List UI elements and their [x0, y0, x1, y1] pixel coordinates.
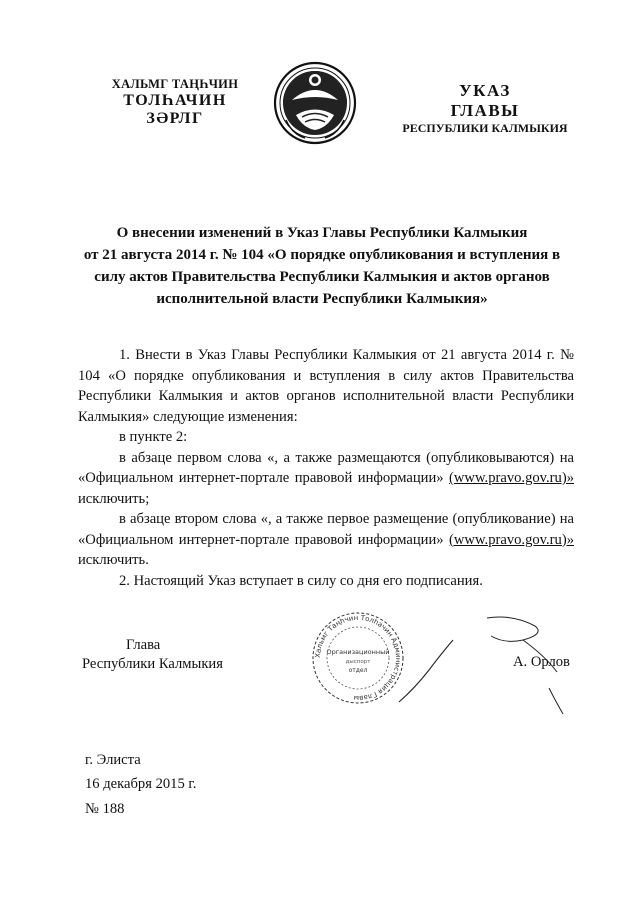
- stamp-inner-line2: дыспорт: [345, 659, 371, 665]
- stamp-inner-line3: отдел: [348, 667, 368, 674]
- body-paragraph-1: 1. Внести в Указ Главы Республики Калмыкия от 21 августа 2014 г. № 104 «О порядке опубликования и вступления в силу актов Правительства Республики Калмыкия и актов органов исполнительной власти Республики Калмыкия» следующие изменения:: [78, 347, 574, 425]
- title-line3: силу актов Правительства Республики Калмыкия и актов органов: [94, 269, 550, 285]
- signature-position: [82, 636, 223, 674]
- header-left-line3: ЗӘРЛГ: [146, 109, 204, 127]
- official-stamp: [310, 610, 406, 706]
- signature-position-line1: Глава: [126, 637, 161, 653]
- title-line4: исполнительной власти Республики Калмыкия»: [156, 291, 488, 307]
- header-right-line1: УКАЗ: [459, 81, 511, 100]
- header-left-line2: ТОЛҺАЧИН: [123, 92, 227, 110]
- signatory-name: А. Орлов: [513, 654, 570, 670]
- title-line2: от 21 августа 2014 г. № 104 «О порядке опубликования и вступления в: [83, 247, 561, 263]
- body-paragraph-5: 2. Настоящий Указ вступает в силу со дня его подписания.: [119, 572, 483, 589]
- decree-number: № 188: [85, 801, 125, 817]
- signature-position-line2: Республики Калмыкия: [82, 656, 223, 672]
- issue-city: г. Элиста: [85, 752, 141, 768]
- body-paragraph-4-tail: исключить.: [78, 552, 149, 568]
- pravo-link-1[interactable]: (www.pravo.gov.ru)»: [449, 470, 574, 486]
- body-paragraph-4-text: в абзаце втором слова «, а также первое размещение (опубликование) на «Официальном интернет-портале правовой информации»: [78, 511, 574, 548]
- issue-date: 16 декабря 2015 г.: [85, 776, 197, 792]
- document-title: [70, 222, 574, 310]
- document-body: [78, 345, 574, 591]
- body-paragraph-3: [78, 448, 574, 510]
- coat-of-arms-emblem: [272, 60, 358, 146]
- header-right-line3: РЕСПУБЛИКИ КАЛМЫКИЯ: [402, 120, 568, 135]
- header-russian-title: [385, 82, 585, 134]
- body-paragraph-3-text: в абзаце первом слова «, а также размещаются (опубликовываются) на «Официальном интернет-портале правовой информации»: [78, 449, 574, 486]
- body-paragraph-3-tail: исключить;: [78, 490, 150, 507]
- body-paragraph-4: [78, 509, 574, 571]
- header-left-line1: ХАЛЬМГ ТАҢҺЧИН: [111, 77, 239, 91]
- stamp-outer-text: Хальмг Таңһчин Толһачин Администрация Главы: [313, 613, 403, 703]
- pravo-link-2[interactable]: (www.pravo.gov.ru)»: [449, 531, 574, 548]
- header-kalmyk-title: [80, 78, 270, 128]
- body-paragraph-2: в пункте 2:: [119, 429, 188, 445]
- header-right-line2: ГЛАВЫ: [450, 100, 520, 120]
- stamp-inner-line1: Организационный: [326, 648, 390, 656]
- title-line1: О внесении изменений в Указ Главы Республики Калмыкия: [116, 225, 528, 241]
